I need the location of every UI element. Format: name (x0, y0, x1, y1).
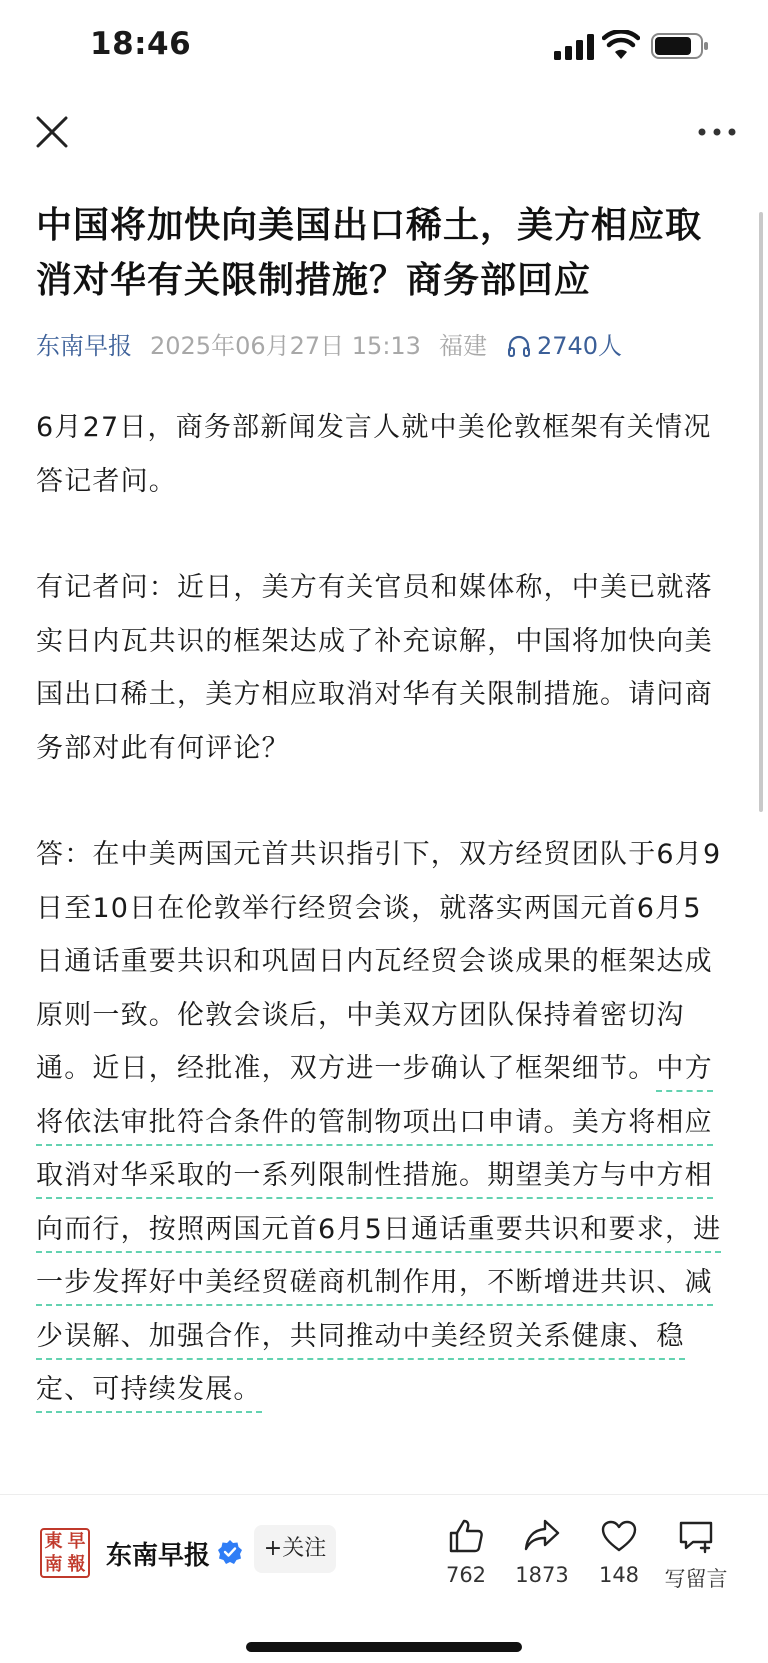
comment-label: 写留言 (664, 1567, 728, 1591)
scrollbar[interactable] (759, 212, 763, 812)
headphones-icon (507, 334, 531, 358)
publish-datetime: 2025年06月27日 15:13 (150, 332, 421, 360)
listener-count: 2740人 (536, 332, 623, 360)
region-label: 福建 (438, 332, 487, 360)
article-title: 中国将加快向美国出口稀土，美方相应取消对华有关限制措施？商务部回应 (36, 205, 703, 301)
verified-icon (217, 1539, 243, 1565)
article-body (36, 198, 726, 1417)
article-paragraph (36, 828, 726, 1417)
like-count: 762 (445, 1563, 487, 1587)
status-time: 18:46 (90, 26, 192, 62)
source-logo[interactable] (40, 1528, 90, 1578)
logo-char: 南 (44, 1554, 63, 1575)
status-bar (0, 0, 768, 92)
listen-button[interactable] (507, 332, 622, 360)
wifi-icon (602, 30, 640, 60)
nav-bar (0, 96, 768, 180)
like-icon (447, 1517, 485, 1555)
source-link[interactable]: 东南早报 (36, 332, 132, 360)
share-count: 1873 (515, 1563, 569, 1587)
home-indicator[interactable] (246, 1642, 522, 1652)
favorite-count: 148 (598, 1563, 640, 1587)
highlighted-text[interactable]: 中方将依法审批符合条件的管制物项出口申请。美方将相应取消对华采取的一系列限制性措施。期望美方与中方相向而行，按照两国元首6月5日通话重要共识和要求，进一步发挥好中美经贸磋商机制作用，不断增进共识、减少误解、加强合作，共同推动中美经贸关系健康、稳定、可持续发展。 (36, 1053, 721, 1413)
favorite-icon (600, 1517, 638, 1555)
share-icon (523, 1517, 561, 1555)
article-paragraph: 6月27日，商务部新闻发言人就中美伦敦框架有关情况答记者问。 (36, 412, 712, 497)
battery-icon (651, 33, 709, 59)
close-icon[interactable] (30, 110, 74, 154)
cellular-signal-icon (554, 34, 594, 60)
logo-char: 早 (67, 1531, 86, 1552)
logo-char: 報 (67, 1554, 86, 1575)
paragraph-text: 答：在中美两国元首共识指引下，双方经贸团队于6月9日至10日在伦敦举行经贸会谈，就落实两国元首6月5日通话重要共识和巩固日内瓦经贸会谈成果的框架达成原则一致。伦敦会谈后，中美双方团队保持着密切沟通。近日，经批准，双方进一步确认了框架细节。 (36, 839, 722, 1084)
bottom-action-bar (0, 1494, 768, 1663)
article-meta (36, 326, 726, 366)
more-icon[interactable] (692, 114, 742, 150)
follow-button[interactable]: +关注 (254, 1525, 336, 1573)
write-comment-button[interactable] (651, 1517, 741, 1593)
source-name[interactable]: 东南早报 (106, 1541, 211, 1571)
article-paragraph: 有记者问：近日，美方有关官员和媒体称，中美已就落实日内瓦共识的框架达成了补充谅解，中国将加快向美国出口稀土，美方相应取消对华有关限制措施。请问商务部对此有何评论？ (36, 572, 713, 764)
comment-icon (677, 1517, 715, 1555)
logo-char: 東 (44, 1531, 63, 1552)
